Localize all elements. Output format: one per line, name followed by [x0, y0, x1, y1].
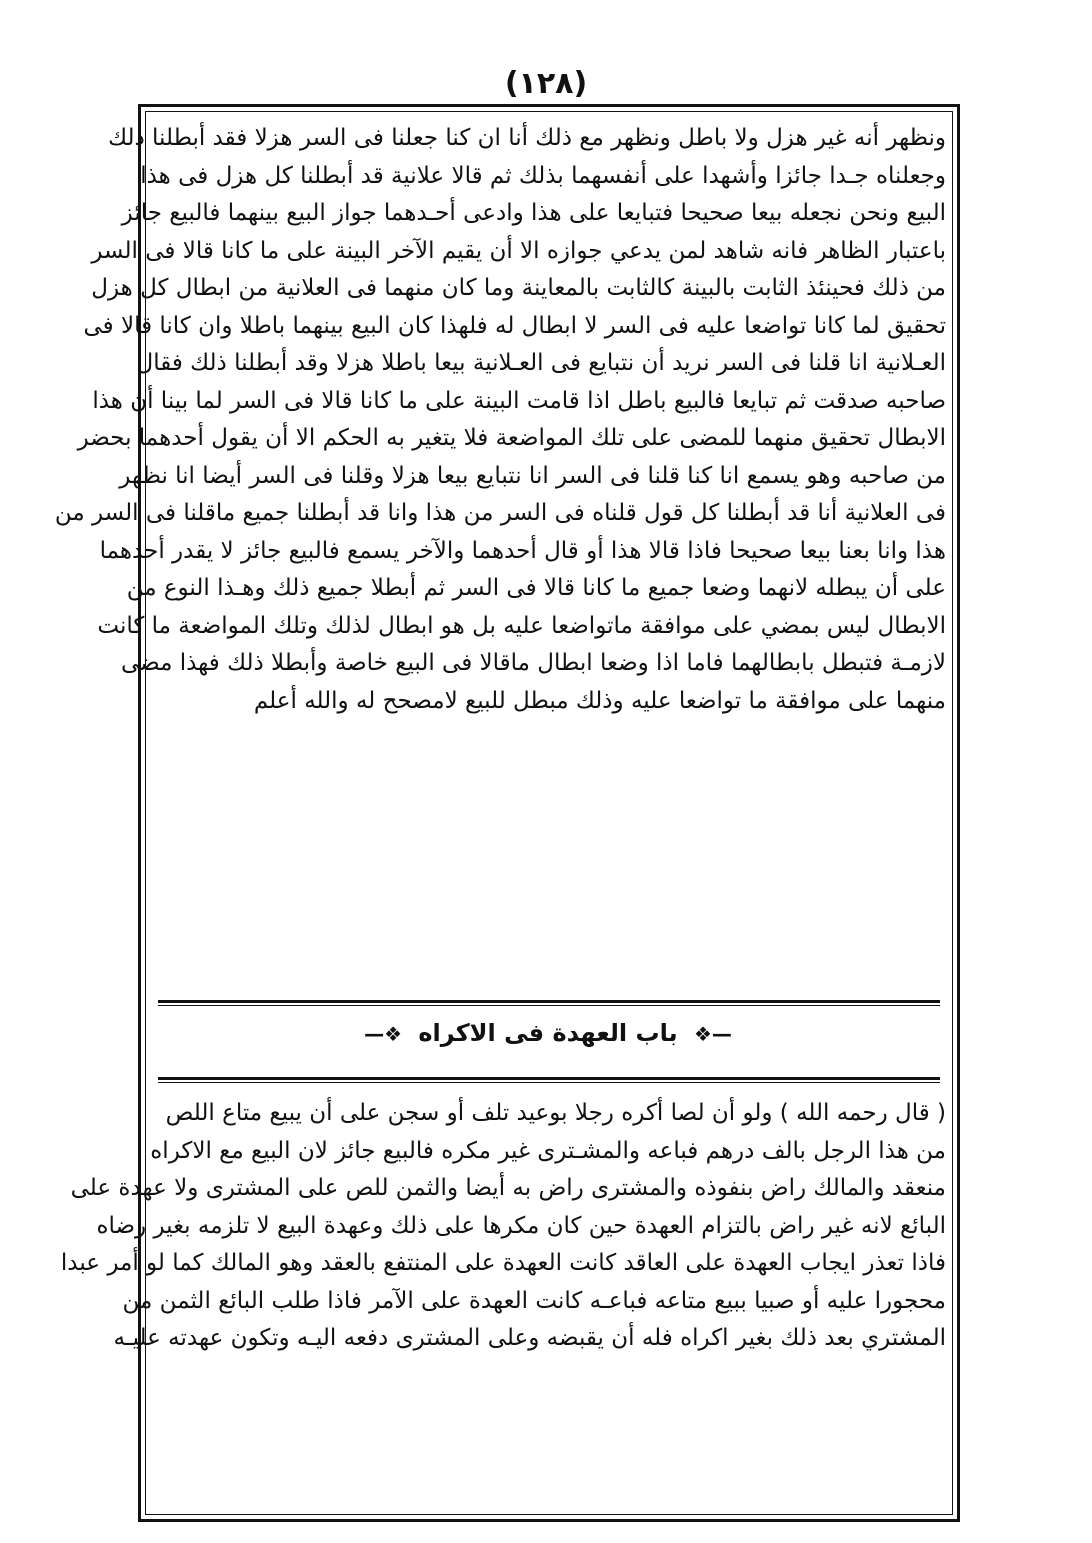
text-line: صاحبه صدقت ثم تبايعا فالبيع باطل اذا قامت البينة على ما كانا قالا فى السر لما بينا أن هذا: [92, 387, 946, 414]
text-line: البائع لانه غير راض بالتزام العهدة حين كان مكرها على ذلك وعهدة البيع لا تلزمه بغير رضاه: [96, 1212, 946, 1239]
chapter-heading: [150, 1019, 946, 1047]
ornament-icon: ❖—: [364, 1022, 403, 1046]
divider-rule: [158, 1000, 940, 1003]
text-line: منهما على موافقة ما تواضعا عليه وذلك مبطل للبيع لامصحح له والله أعلم: [253, 687, 946, 714]
text-line: فاذا تعذر ايجاب العهدة على العاقد كانت العهدة على المنتفع بالعقد وهو المالك كما لو أمر عبدا: [60, 1250, 946, 1276]
text-line: فى العلانية أنا قد أبطلنا كل قول قلناه فى السر من هذا وانا قد أبطلنا جميع ماقلنا فى السر من: [54, 500, 946, 526]
text-line: على أن يبطله لانهما وضعا جميع ما كانا قالا فى السر ثم أبطلا جميع ذلك وهـذا النوع من: [126, 575, 946, 601]
text-line: هذا وانا بعنا بيعا صحيحا فاذا قالا هذا أو قال أحدهما والآخر يسمع فالبيع جائز لا يقدر أحدهما: [99, 537, 946, 564]
text-line: من صاحبه وهو يسمع انا كنا قلنا فى السر انا نتبايع بيعا هزلا وقلنا فى السر أيضا انا نظهر: [119, 462, 946, 489]
text-line: محجورا عليه أو صبيا ببيع متاعه فباعـه كانت العهدة على الآمر فاذا طلب البائع الثمن من: [122, 1287, 946, 1314]
divider-rule: [158, 1077, 940, 1080]
ornament-icon: —❖: [693, 1022, 732, 1046]
page-number: (١٢٨): [504, 66, 588, 101]
text-line: باعتبار الظاهر فانه شاهد لمن يدعي جوازه الا أن يقيم الآخر البينة على ما كانا قالا فى السر: [91, 237, 946, 264]
text-line: ( قال رحمه الله ) ولو أن لصا أكره رجلا بوعيد تلف أو سجن على أن يبيع متاع اللص: [165, 1100, 946, 1126]
text-line: وجعلناه جـدا جائزا وأشهدا على أنفسهما بذلك ثم قالا علانية قد أبطلنا كل هزل فى هذا: [140, 162, 946, 189]
text-line: منعقد والمالك راض بنفوذه والمشترى راض به أيضا والثمن للص على المشترى ولا عهدة على: [70, 1175, 946, 1201]
paragraph-top: [54, 120, 946, 720]
divider-rule-thin: [158, 1082, 940, 1083]
text-line: من هذا الرجل بالف درهم فباعه والمشـترى غير مكره فالبيع جائز لان البيع مع الاكراه: [150, 1137, 946, 1164]
text-line: البيع ونحن نجعله بيعا صحيحا فتبايعا على هذا وادعى أحـدهما جواز البيع بينهما فالبيع جائز: [121, 200, 946, 226]
text-line: ونظهر أنه غير هزل ولا باطل ونظهر مع ذلك أنا ان كنا جعلنا فى السر هزلا فقد أبطلنا ذلك: [108, 125, 946, 151]
text-line: المشتري بعد ذلك بغير اكراه فله أن يقبضه وعلى المشترى دفعه اليـه وتكون عهدته عليـه: [113, 1325, 946, 1351]
text-line: تحقيق لما كانا تواضعا عليه فى السر لا ابطال له فلهذا كان البيع بينهما باطلا وان كانا قالا فى: [83, 312, 946, 339]
chapter-title: باب العهدة فى الاكراه: [418, 1019, 678, 1047]
divider-rule-thin: [158, 1005, 940, 1006]
text-line: لازمـة فتبطل بابطالهما فاما اذا وضعا ابطال ماقالا فى البيع خاصة وأبطلا ذلك فهذا مضى: [120, 650, 946, 676]
paragraph-bottom: [60, 1095, 946, 1358]
text-line: الابطال تحقيق منهما للمضى على تلك المواضعة فلا يتغير به الحكم الا أن يقول أحدهما بحضر: [77, 425, 946, 451]
text-line: الابطال ليس بمضي على موافقة ماتواضعا عليه بل هو ابطال لذلك وتلك المواضعة ما كانت: [97, 612, 946, 639]
text-line: من ذلك فحينئذ الثابت بالبينة كالثابت بالمعاينة وما كان منهما فى العلانية من ابطال كل هزل: [91, 275, 946, 301]
text-line: العـلانية انا قلنا فى السر نريد أن نتبايع فى العـلانية بيعا باطلا هزلا وقد أبطلنا ذلك فقال: [136, 350, 946, 376]
